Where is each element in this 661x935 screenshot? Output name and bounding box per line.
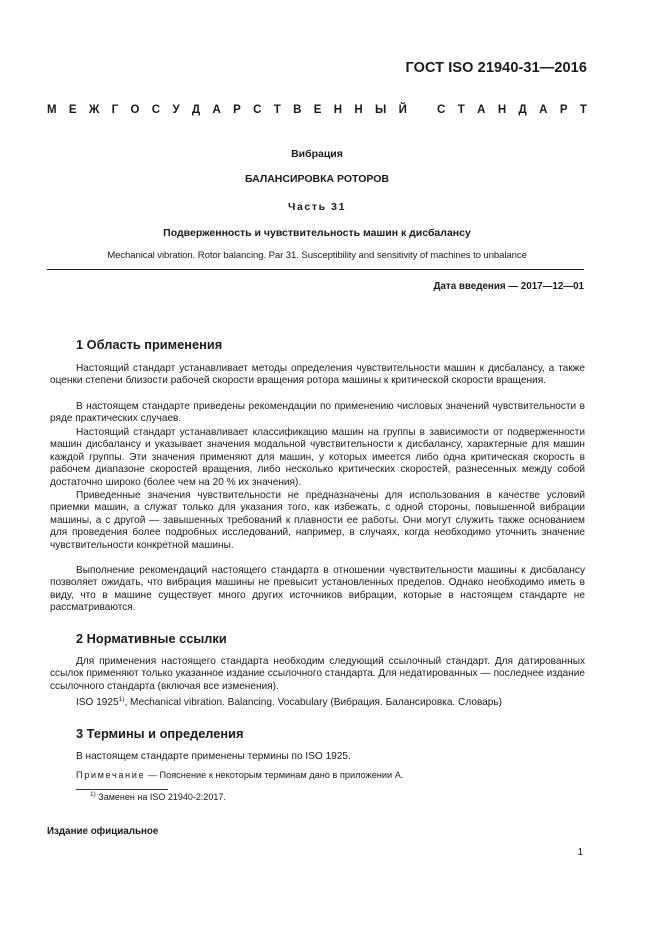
footnote [90,792,226,802]
note-text: — Пояснение к некоторым терминам дано в приложении А. [145,770,404,780]
section-1-paragraph: Приведенные значения чувствительности не предназначены для использования в качестве условий приемки машин, а служат только для указания того, как избежать, с одной стороны, повышенной вибрации машины, а с другой — завышенных требований к плавности ее работы. Они могут служить также основанием для проведения более подробных исследований, например, в случаях, когда необходимо уточнить значение чувствительности конкретной машины. [50,490,585,551]
normative-reference [50,697,585,709]
banner-letter: А [212,104,221,116]
interstate-standard-banner [47,104,587,116]
banner-letter: Ы [375,104,387,116]
footnote-mark: 1) [90,791,96,798]
banner-letter: М [47,104,57,116]
banner-letter: Ж [88,104,100,116]
section-3-heading: 3 Термины и определения [76,726,244,741]
banner-letter: Т [273,104,281,116]
section-3-paragraph: В настоящем стандарте применены термины по ISO 1925. [76,751,351,762]
banner-letter: Д [518,104,527,116]
banner-letter: О [130,104,140,116]
banner-letter: Н [497,104,507,116]
title-main: БАЛАНСИРОВКА РОТОРОВ [244,173,389,185]
banner-letter: Е [68,104,77,116]
banner-letter: А [477,104,486,116]
title-topic: Вибрация [291,148,343,160]
title-subtitle: Подверженность и чувствительность машин к дисбалансу [163,227,471,239]
banner-letter: С [253,104,262,116]
section-1-paragraph: Настоящий стандарт устанавливает методы определения чувствительности машин к дисбалансу, а также оценки степени близости рабочей скорости вращения ротора машины к критической скорости вращения. [50,363,585,387]
banner-letter: Н [354,104,363,116]
banner-letter: Е [313,104,322,116]
standard-word [437,104,587,116]
title-part: Часть 31 [287,201,347,213]
section-1-heading: 1 Область применения [76,337,223,352]
banner-letter: А [539,104,548,116]
document-code: ГОСТ ISO 21940-31—2016 [405,60,587,76]
banner-letter: Р [559,104,568,116]
footnote-text: Заменен на ISO 21940-2:2017. [95,792,226,802]
banner-letter: С [151,104,161,116]
introduction-date: Дата введения — 2017—12—01 [433,281,584,292]
reference-title: , Mechanical vibration. Balancing. Vocabulary (Вибрация. Балансировка. Словарь) [124,697,503,708]
banner-letter: С [437,104,446,116]
banner-letter: Т [579,104,587,116]
banner-letter: Г [111,104,119,116]
official-edition-label: Издание официальное [47,826,159,837]
interstate-word [47,104,407,116]
section-1-paragraph: В настоящем стандарте приведены рекомендации по применению числовых значений чувствительности в ряде практических случаев. [50,401,585,425]
page-number: 1 [577,847,583,858]
section-2-heading: 2 Нормативные ссылки [76,631,227,646]
banner-letter: Д [191,104,201,116]
note [76,770,403,780]
footnote-mark: 1) [118,696,125,703]
reference-code: ISO 1925 [76,697,119,708]
title-english: Mechanical vibration. Rotor balancing. Par 31. Susceptibility and sensitivity of machines to unbalance [107,250,527,261]
note-label: Примечание [76,770,146,780]
banner-letter: Т [457,104,465,116]
banner-letter: Й [398,104,407,116]
section-1-paragraph: Выполнение рекомендаций настоящего стандарта в отношении чувствительности машины к дисбалансу позволяет ожидать, что вибрация машины не превысит установленных пределов. Однако необходимо иметь в виду, что в машине существует много других источников вибрации, которые в настоящем стандарте не рассматриваются. [50,565,585,614]
banner-letter: Р [233,104,241,116]
title-divider [47,269,584,270]
section-1-paragraph: Настоящий стандарт устанавливает классификацию машин на группы в зависимости от подверженности машин дисбалансу и указывает значения модальной чувствительности к дисбалансу, характерные для машин каждой группы. Эти значения применяют для машин, у которых имеется либо одна критическая скорость в рабочем диапазоне скоростей вращения, либо несколько критических скоростей, разнесенных между собой достаточно широко (более чем на 20 % их значения). [50,427,585,488]
banner-letter: В [293,104,302,116]
banner-letter: Н [333,104,343,116]
footnote-divider [76,789,168,790]
section-2-paragraph: Для применения настоящего стандарта необходим следующий ссылочный стандарт. Для датированных ссылок применяют только указанное издание ссылочного стандарта. Для недатированных — последнее издание ссылочного стандарта (включая все изменения). [50,656,585,692]
banner-letter: У [172,104,180,116]
